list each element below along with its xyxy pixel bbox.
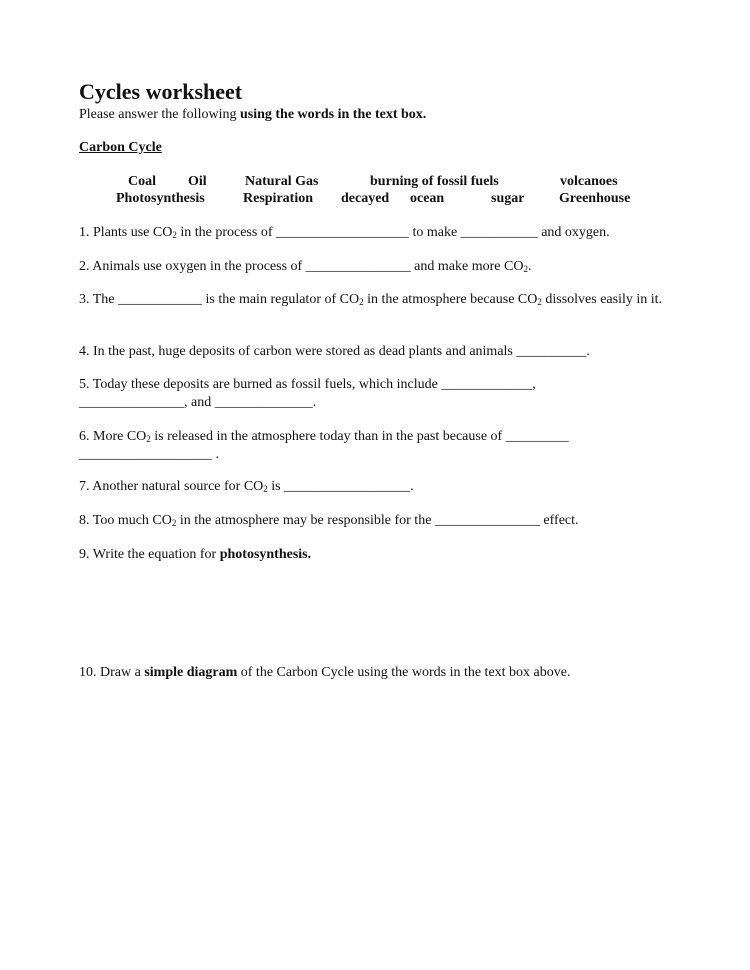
subscript: 2	[523, 264, 528, 274]
question-text: of the Carbon Cycle using the words in the text box above.	[237, 665, 571, 680]
question-text: 7. Another natural source for CO	[79, 479, 264, 494]
question-4: 4. In the past, huge deposits of carbon were stored as dead plants and animals __________.	[79, 344, 590, 359]
question-text: .	[527, 259, 532, 274]
question-3	[79, 291, 664, 309]
question-text: in the process of ___________________ to make ___________ and oxygen.	[176, 225, 610, 240]
subscript: 2	[172, 230, 177, 240]
question-8	[79, 512, 679, 530]
question-text: 9. Write the equation for	[79, 547, 220, 562]
word-bank-item: sugar	[491, 191, 525, 206]
question-10	[79, 664, 679, 682]
question-text: dissolves easily in it.	[541, 292, 663, 307]
word-bank-item: Natural Gas	[245, 174, 319, 189]
question-text: 5. Today these deposits are burned as fossil fuels, which include _____________,	[79, 377, 536, 392]
question-1	[79, 224, 679, 242]
word-bank-item: volcanoes	[560, 174, 618, 189]
word-bank-item: burning of fossil fuels	[370, 174, 499, 189]
question-2	[79, 258, 679, 276]
word-bank-item: decayed	[341, 191, 390, 206]
question-9	[79, 546, 679, 564]
question-bold-text: photosynthesis.	[219, 547, 312, 562]
subscript: 2	[171, 518, 177, 528]
subscript: 2	[359, 297, 364, 307]
question-text: 3. The ____________ is the main regulator of CO	[79, 292, 360, 307]
instructions	[79, 106, 426, 124]
question-text: 6. More CO	[79, 429, 147, 444]
question-text: is released in the atmosphere today than in the past because of _________	[150, 429, 569, 444]
question-text: in the atmosphere may be responsible for the _______________ effect.	[176, 513, 579, 528]
section-title: Carbon Cycle	[79, 140, 162, 155]
question-text: in the atmosphere because CO	[363, 292, 538, 307]
instructions-text: Please answer the following	[79, 107, 240, 122]
question-7	[79, 478, 679, 496]
question-text: 10. Draw a	[79, 665, 145, 680]
word-bank-item: ocean	[410, 191, 445, 206]
worksheet-title: Cycles worksheet	[79, 79, 243, 104]
question-6	[79, 428, 679, 464]
word-bank-item: Respiration	[243, 191, 313, 206]
word-bank-item: Coal	[128, 174, 156, 189]
question-text: 2. Animals use oxygen in the process of _______________ and make more CO	[79, 259, 524, 274]
question-text: ___________________ .	[79, 447, 219, 462]
word-bank-item: Greenhouse	[559, 191, 631, 206]
question-text: is __________________.	[267, 479, 414, 494]
subscript: 2	[263, 484, 268, 494]
subscript: 2	[146, 434, 151, 444]
question-text: _______________, and ______________.	[79, 395, 317, 410]
question-text: 8. Too much CO	[79, 513, 172, 528]
instructions-bold-text: using the words in the text box.	[239, 107, 427, 122]
subscript: 2	[537, 297, 542, 307]
question-bold-text: simple diagram	[144, 665, 238, 680]
question-5	[79, 376, 679, 412]
word-bank-item: Photosynthesis	[116, 191, 205, 206]
word-bank-item: Oil	[188, 174, 207, 189]
question-text: 1. Plants use CO	[79, 225, 173, 240]
